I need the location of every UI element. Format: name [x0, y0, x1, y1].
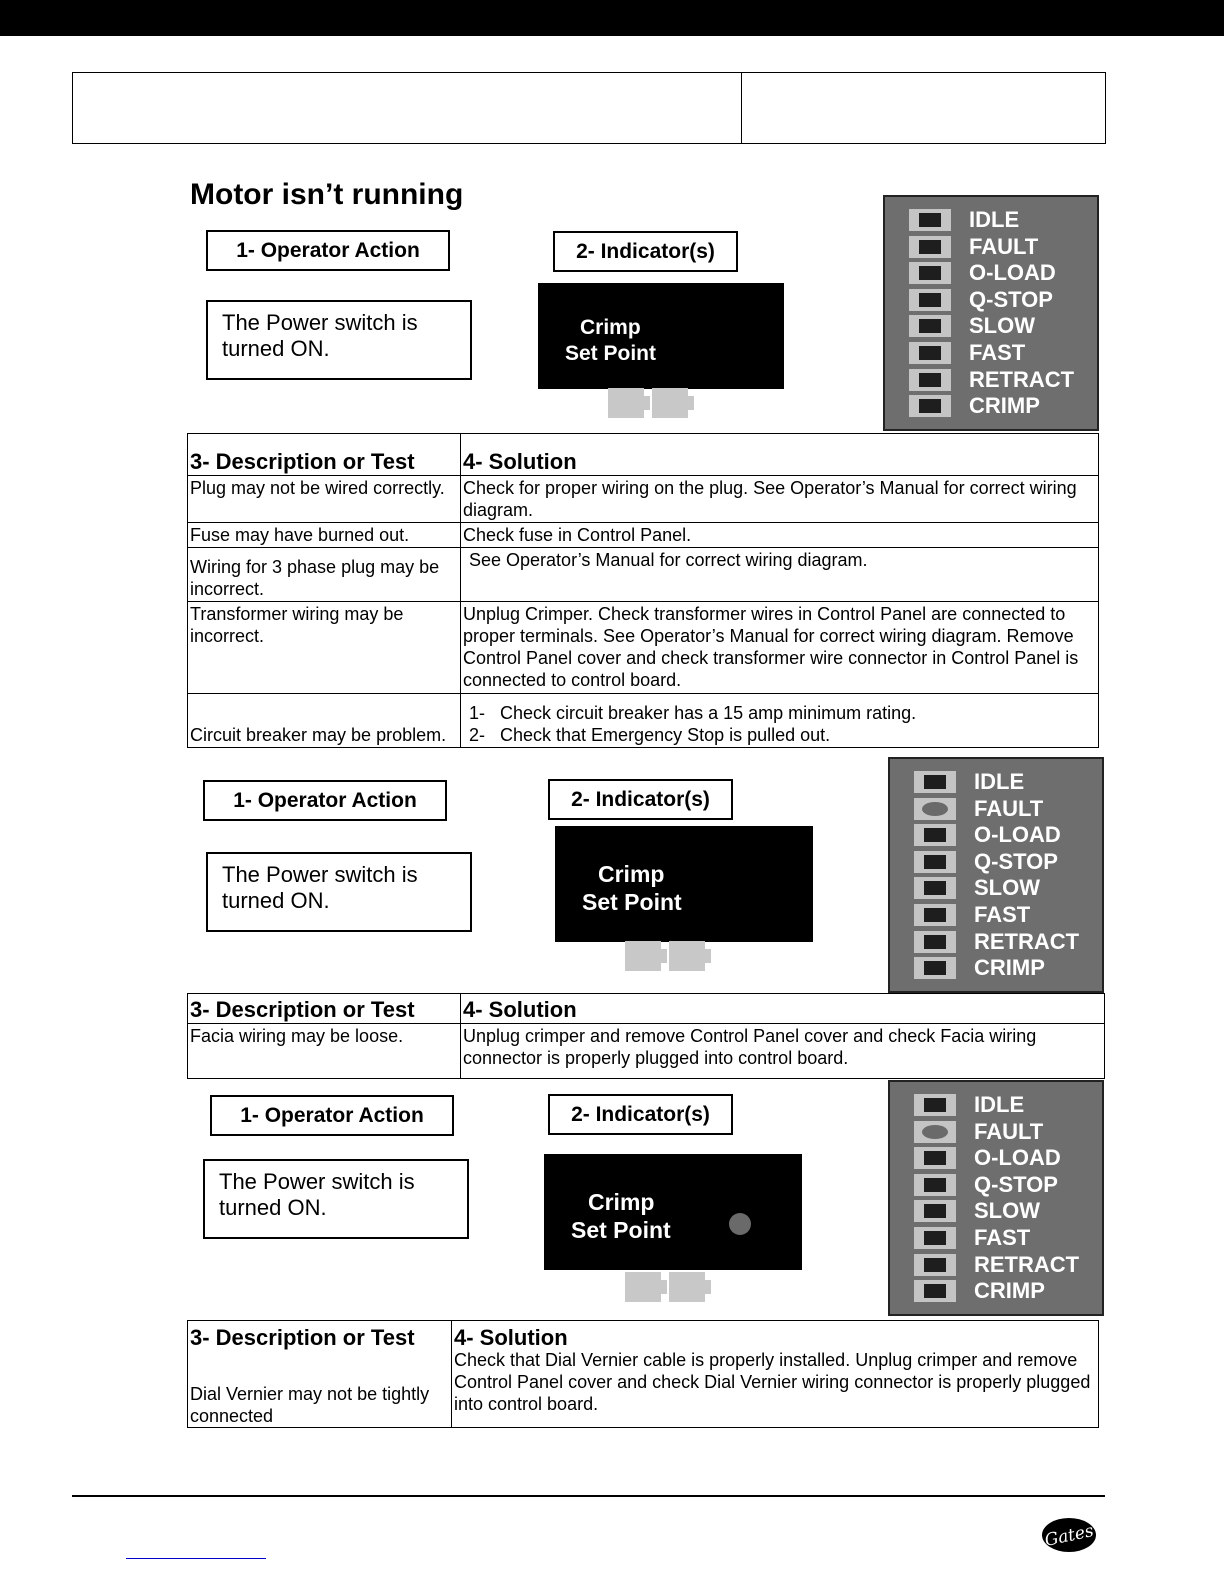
indicator-label: O-LOAD: [974, 1145, 1061, 1171]
led-icon: [909, 209, 951, 231]
desc-cell: Circuit breaker may be problem.: [188, 694, 461, 748]
indicator-row: [909, 207, 1109, 233]
indicator-label: CRIMP: [974, 955, 1045, 981]
indicator-label: O-LOAD: [974, 822, 1061, 848]
led-icon: [914, 1200, 956, 1222]
indicators-label: 2- Indicator(s): [548, 779, 733, 820]
solution-cell: See Operator’s Manual for correct wiring diagram.: [461, 548, 1099, 602]
indicator-panel: [883, 195, 1099, 431]
solution-cell: [461, 694, 1099, 748]
display-panel: [538, 283, 784, 389]
indicators-label: 2- Indicator(s): [553, 231, 738, 272]
indicator-label: FAST: [974, 902, 1031, 927]
desc-cell: Facia wiring may be loose.: [188, 1024, 461, 1079]
indicator-label: O-LOAD: [969, 260, 1056, 286]
solution-item: 1- Check circuit breaker has a 15 amp minimum rating.: [469, 703, 917, 723]
knob-icon: [669, 941, 705, 971]
display-panel: [544, 1154, 802, 1270]
led-icon: [914, 957, 956, 979]
indicator-row: [914, 1172, 1114, 1198]
desc-cell: Fuse may have burned out.: [188, 523, 461, 548]
led-icon: [909, 262, 951, 284]
indicator-label: CRIMP: [974, 1278, 1045, 1304]
led-icon: [909, 315, 951, 337]
solution-cell: [452, 1321, 1099, 1428]
display-line1: Crimp: [588, 1189, 655, 1215]
indicator-row: [914, 875, 1114, 901]
led-icon: [909, 395, 951, 417]
indicator-row: [914, 1145, 1114, 1171]
solution-header: 4- Solution: [461, 994, 1105, 1024]
indicator-row: [914, 955, 1114, 981]
display-panel: [555, 826, 813, 942]
desc-cell: [188, 1321, 452, 1428]
solution-text: Check that Dial Vernier cable is properly installed. Unplug crimper and remove Control Panel cover and check Dial Vernier wiring connector is properly plugged into control board.: [454, 1350, 1091, 1414]
desc-header: 3- Description or Test: [190, 1325, 415, 1350]
led-icon: [914, 1227, 956, 1249]
indicator-panel: [888, 1080, 1104, 1316]
knob-icon: [608, 388, 644, 418]
troubleshoot-table: [187, 993, 1105, 1079]
indicator-row: [914, 1119, 1114, 1145]
led-icon: [914, 1174, 956, 1196]
indicator-dot-icon: [729, 1213, 751, 1235]
desc-header: 3- Description or Test: [188, 434, 461, 476]
indicator-label: RETRACT: [969, 366, 1075, 392]
indicator-label: FAULT: [974, 1118, 1044, 1144]
top-bar: [0, 0, 1224, 36]
indicator-row: [909, 367, 1109, 393]
footer-rule: [72, 1495, 1105, 1497]
operator-action-label: 1- Operator Action: [210, 1095, 454, 1136]
operator-action-label: 1- Operator Action: [206, 230, 450, 271]
led-icon: [914, 1254, 956, 1276]
indicator-label: CRIMP: [969, 393, 1040, 419]
indicator-row: [914, 1225, 1114, 1251]
indicator-row: [914, 769, 1114, 795]
led-icon: [914, 1280, 956, 1302]
solution-cell: Unplug Crimper. Check transformer wires in Control Panel are connected to proper terminals. See Operator’s Manual for correct wiring diagram. Remove Control Panel cover and check transformer wire connector in Control Panel is connected to control board.: [461, 602, 1099, 694]
indicator-panel: [888, 757, 1104, 993]
indicator-row: [914, 902, 1114, 928]
desc-text: Dial Vernier may not be tightly connected: [190, 1384, 430, 1426]
troubleshoot-table: [187, 1320, 1099, 1428]
indicators-label: 2- Indicator(s): [548, 1094, 733, 1135]
page-title: Motor isn’t running: [190, 178, 464, 211]
indicator-label: RETRACT: [974, 928, 1080, 954]
indicator-row: [914, 1198, 1114, 1224]
led-icon: [914, 904, 956, 926]
desc-cell: Plug may not be wired correctly.: [188, 476, 461, 523]
indicator-label: RETRACT: [974, 1251, 1080, 1277]
svg-text:Gates: Gates: [1042, 1521, 1096, 1551]
indicator-label: Q-STOP: [974, 848, 1058, 874]
indicator-row: [914, 1092, 1114, 1118]
footer-link[interactable]: [126, 1558, 266, 1559]
led-icon: [914, 771, 956, 793]
led-icon: [914, 877, 956, 899]
header-box: [72, 72, 1106, 144]
indicator-label: Q-STOP: [974, 1171, 1058, 1197]
indicator-row: [909, 234, 1109, 260]
desc-cell: Wiring for 3 phase plug may be incorrect.: [188, 548, 461, 602]
troubleshoot-table: [187, 433, 1099, 748]
indicator-row: [914, 822, 1114, 848]
indicator-row: [909, 313, 1109, 339]
indicator-label: SLOW: [974, 875, 1040, 901]
solution-cell: Check fuse in Control Panel.: [461, 523, 1099, 548]
indicator-row: [914, 929, 1114, 955]
solution-cell: Check for proper wiring on the plug. See Operator’s Manual for correct wiring diagram.: [461, 476, 1099, 523]
operator-text: The Power switch is turned ON.: [206, 300, 472, 380]
indicator-label: Q-STOP: [969, 286, 1053, 312]
led-icon: [914, 824, 956, 846]
header-divider: [741, 73, 742, 143]
led-icon: [914, 798, 956, 820]
desc-header: 3- Description or Test: [188, 994, 461, 1024]
solution-header: 4- Solution: [461, 434, 1099, 476]
gates-logo-icon: [1040, 1516, 1098, 1554]
display-line2: Set Point: [565, 342, 657, 365]
indicator-label: FAULT: [974, 795, 1044, 821]
indicator-row: [914, 796, 1114, 822]
solution-cell: Unplug crimper and remove Control Panel cover and check Facia wiring connector is properly plugged into control board.: [461, 1024, 1105, 1079]
knob-icon: [669, 1272, 705, 1302]
indicator-label: IDLE: [974, 1092, 1025, 1117]
indicator-label: FAST: [974, 1225, 1031, 1250]
desc-cell: Transformer wiring may be incorrect.: [188, 602, 461, 694]
indicator-row: [909, 393, 1109, 419]
solution-item: 2- Check that Emergency Stop is pulled out.: [469, 725, 831, 745]
display-line1: Crimp: [598, 861, 665, 887]
indicator-label: IDLE: [974, 769, 1025, 794]
indicator-label: SLOW: [969, 313, 1035, 339]
display-line2: Set Point: [582, 889, 682, 915]
knob-icon: [625, 941, 661, 971]
indicator-row: [909, 287, 1109, 313]
led-icon: [914, 851, 956, 873]
display-line1: Crimp: [580, 316, 641, 339]
knob-icon: [625, 1272, 661, 1302]
indicator-row: [914, 849, 1114, 875]
display-line2: Set Point: [571, 1217, 671, 1243]
indicator-label: SLOW: [974, 1198, 1040, 1224]
led-icon: [909, 236, 951, 258]
indicator-label: FAULT: [969, 233, 1039, 259]
indicator-row: [914, 1278, 1114, 1304]
led-icon: [914, 1121, 956, 1143]
operator-action-label: 1- Operator Action: [203, 780, 447, 821]
knob-icon: [652, 388, 688, 418]
led-icon: [909, 369, 951, 391]
indicator-row: [909, 340, 1109, 366]
operator-text: The Power switch is turned ON.: [203, 1159, 469, 1239]
indicator-row: [914, 1252, 1114, 1278]
led-icon: [909, 342, 951, 364]
led-icon: [909, 289, 951, 311]
indicator-label: FAST: [969, 340, 1026, 365]
led-icon: [914, 1147, 956, 1169]
led-icon: [914, 931, 956, 953]
operator-text: The Power switch is turned ON.: [206, 852, 472, 932]
led-icon: [914, 1094, 956, 1116]
indicator-row: [909, 260, 1109, 286]
solution-header: 4- Solution: [454, 1325, 568, 1350]
indicator-label: IDLE: [969, 207, 1020, 232]
